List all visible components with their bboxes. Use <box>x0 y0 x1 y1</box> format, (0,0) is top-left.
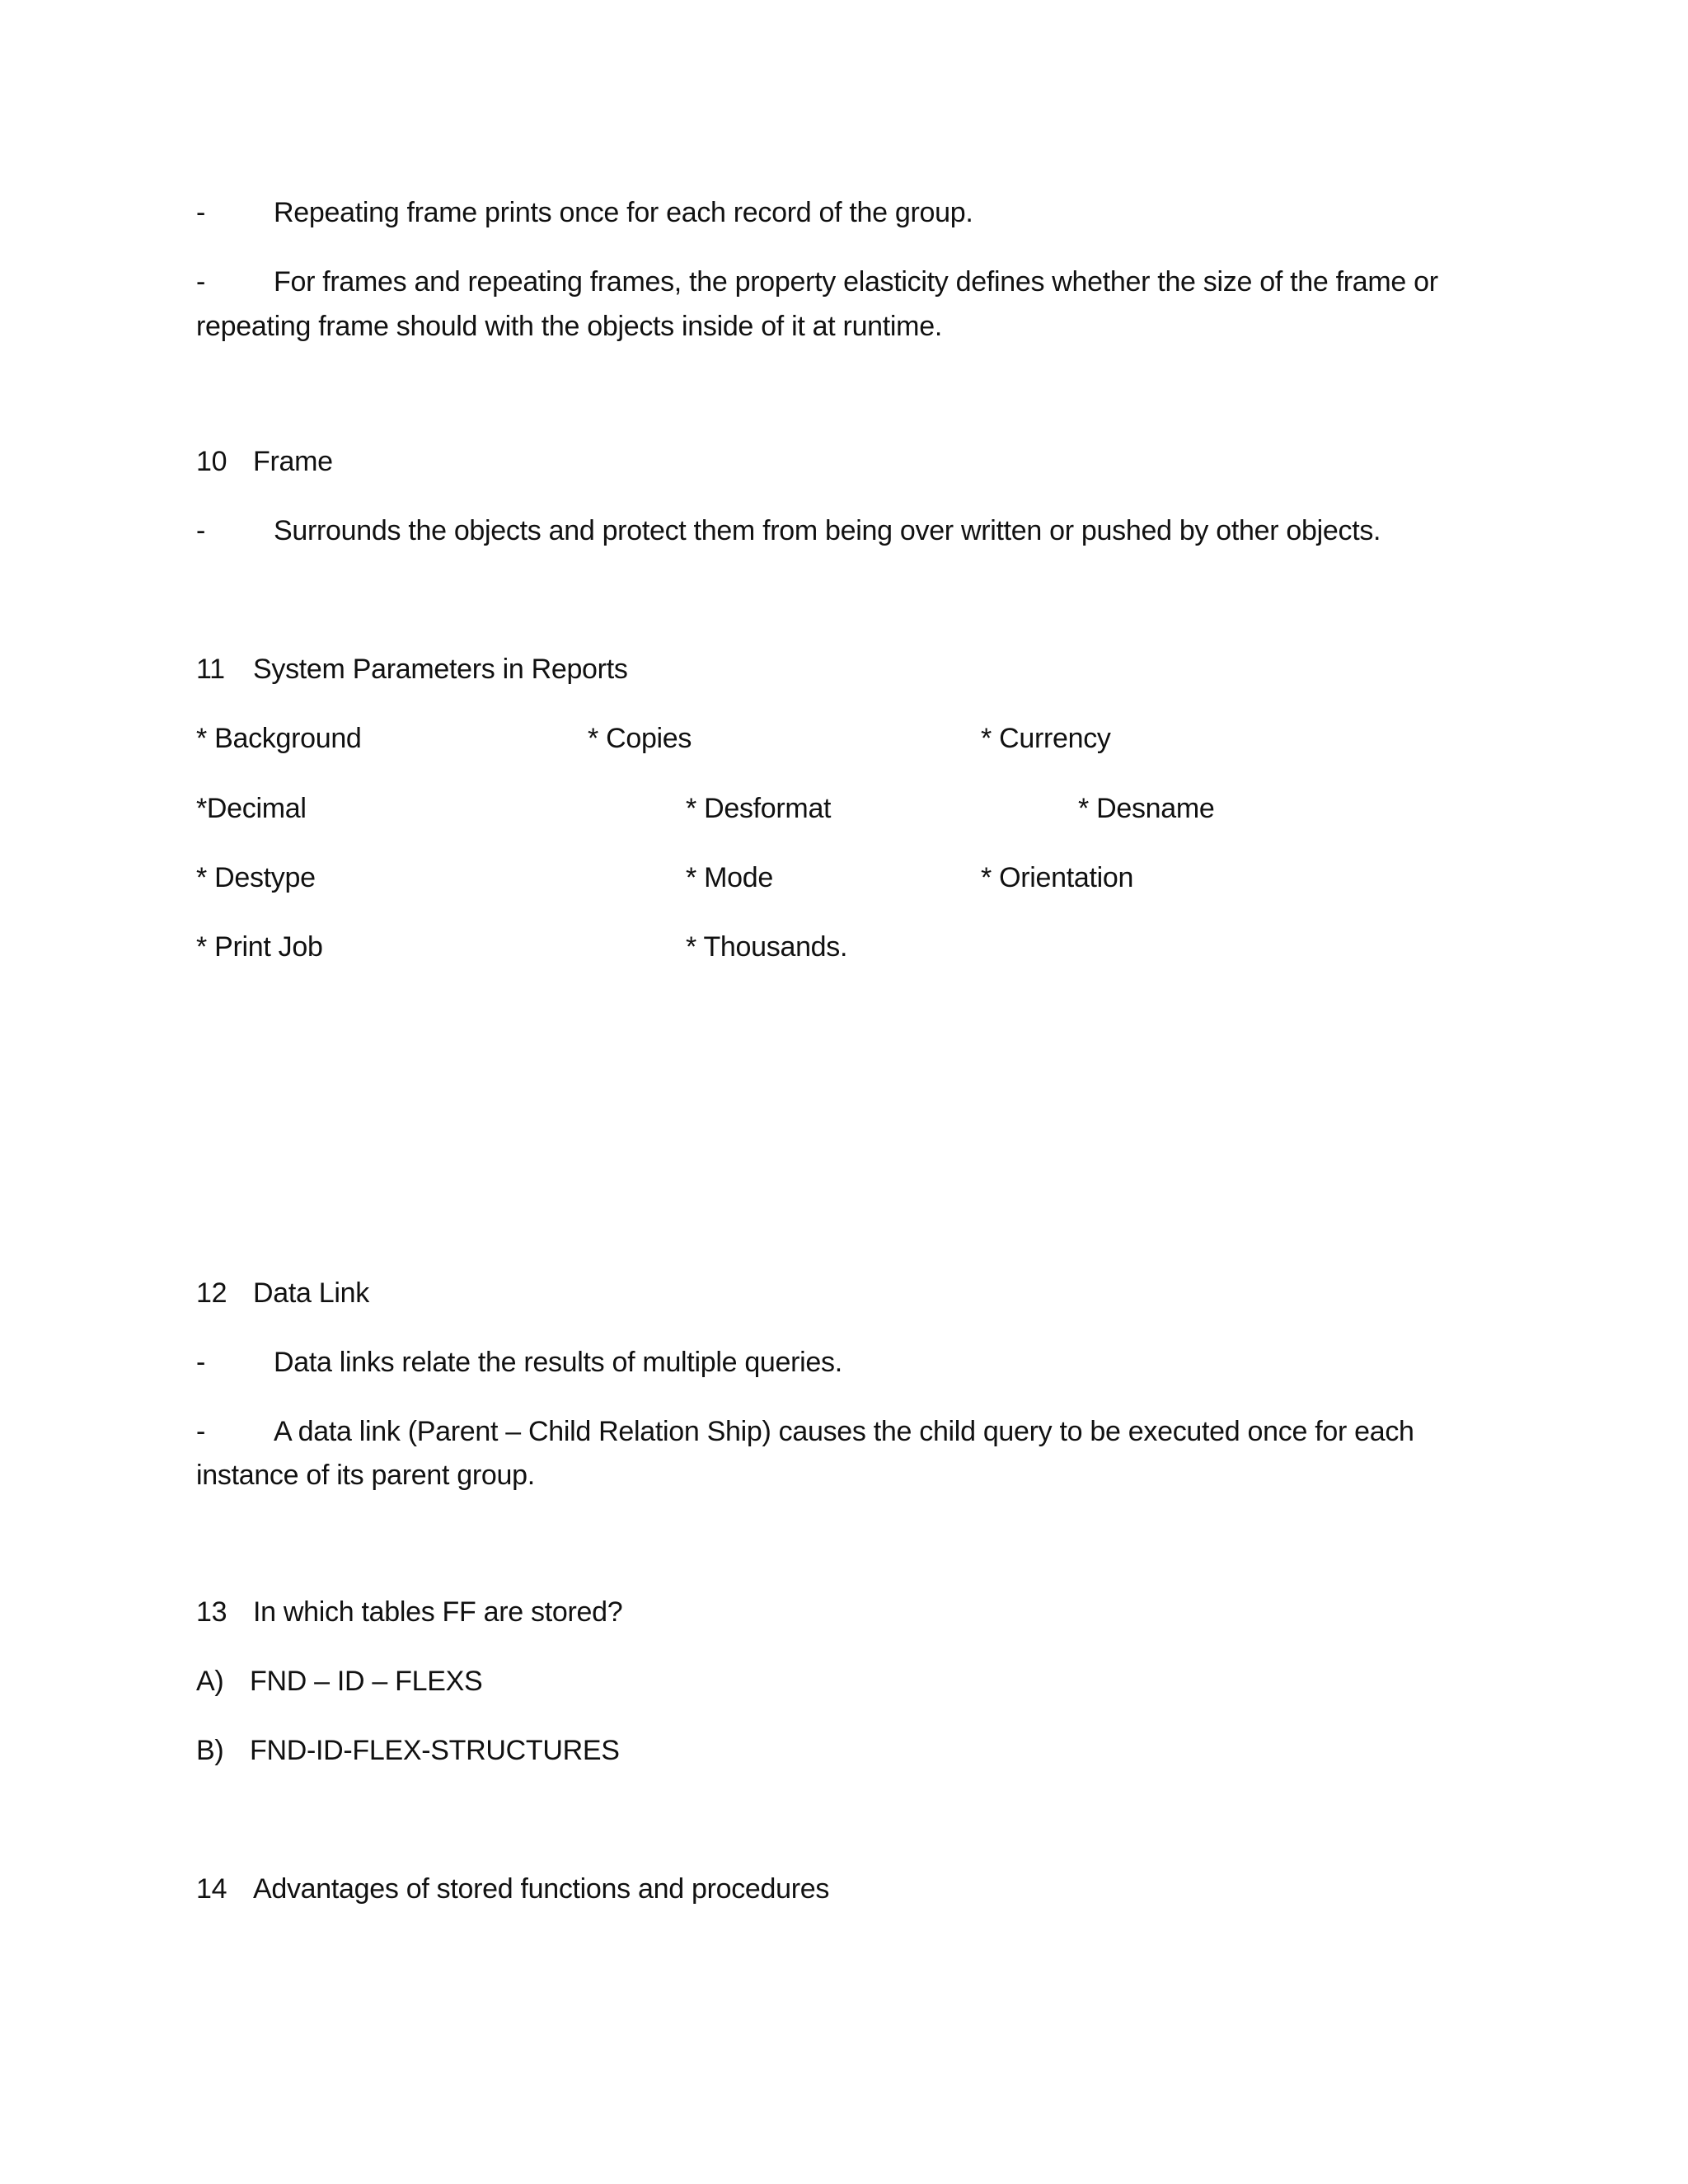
section-title: System Parameters in Reports <box>253 654 628 685</box>
bullet-text-continuation: instance of its parent group. <box>196 1460 535 1491</box>
bullet-text-continuation: repeating frame should with the objects inside of it at runtime. <box>196 311 942 342</box>
param-destype: * Destype <box>196 862 316 893</box>
section-title: Frame <box>253 446 333 477</box>
param-decimal: *Decimal <box>196 793 307 824</box>
bullet-marker: - <box>196 1416 206 1447</box>
param-desformat: * Desformat <box>686 793 832 824</box>
bullet-text: Repeating frame prints once for each record of the group. <box>274 197 973 228</box>
param-desname: * Desname <box>1078 793 1215 824</box>
param-copies: * Copies <box>588 723 692 754</box>
param-orientation: * Orientation <box>981 862 1134 893</box>
section-number: 13 <box>196 1596 227 1628</box>
param-print-job: * Print Job <box>196 931 323 963</box>
section-number: 10 <box>196 446 227 477</box>
section-title: Advantages of stored functions and procedures <box>253 1873 830 1905</box>
section-number: 12 <box>196 1277 227 1309</box>
param-currency: * Currency <box>981 723 1111 754</box>
bullet-marker: - <box>196 266 206 298</box>
bullet-text: Surrounds the objects and protect them from being over written or pushed by other objects. <box>274 515 1381 546</box>
option-label: A) <box>196 1666 224 1697</box>
bullet-marker: - <box>196 197 206 228</box>
param-mode: * Mode <box>686 862 773 893</box>
option-label: B) <box>196 1735 224 1766</box>
bullet-text: A data link (Parent – Child Relation Ship) causes the child query to be executed once for each <box>274 1416 1414 1447</box>
bullet-marker: - <box>196 515 206 546</box>
section-number: 11 <box>196 654 225 685</box>
section-number: 14 <box>196 1873 227 1905</box>
section-title: Data Link <box>253 1277 369 1309</box>
section-title: In which tables FF are stored? <box>253 1596 623 1628</box>
option-text: FND – ID – FLEXS <box>250 1666 483 1697</box>
bullet-text: For frames and repeating frames, the property elasticity defines whether the size of the frame or <box>274 266 1438 298</box>
bullet-marker: - <box>196 1347 206 1378</box>
param-thousands: * Thousands. <box>686 931 848 963</box>
bullet-text: Data links relate the results of multiple queries. <box>274 1347 842 1378</box>
option-text: FND-ID-FLEX-STRUCTURES <box>250 1735 620 1766</box>
param-background: * Background <box>196 723 362 754</box>
